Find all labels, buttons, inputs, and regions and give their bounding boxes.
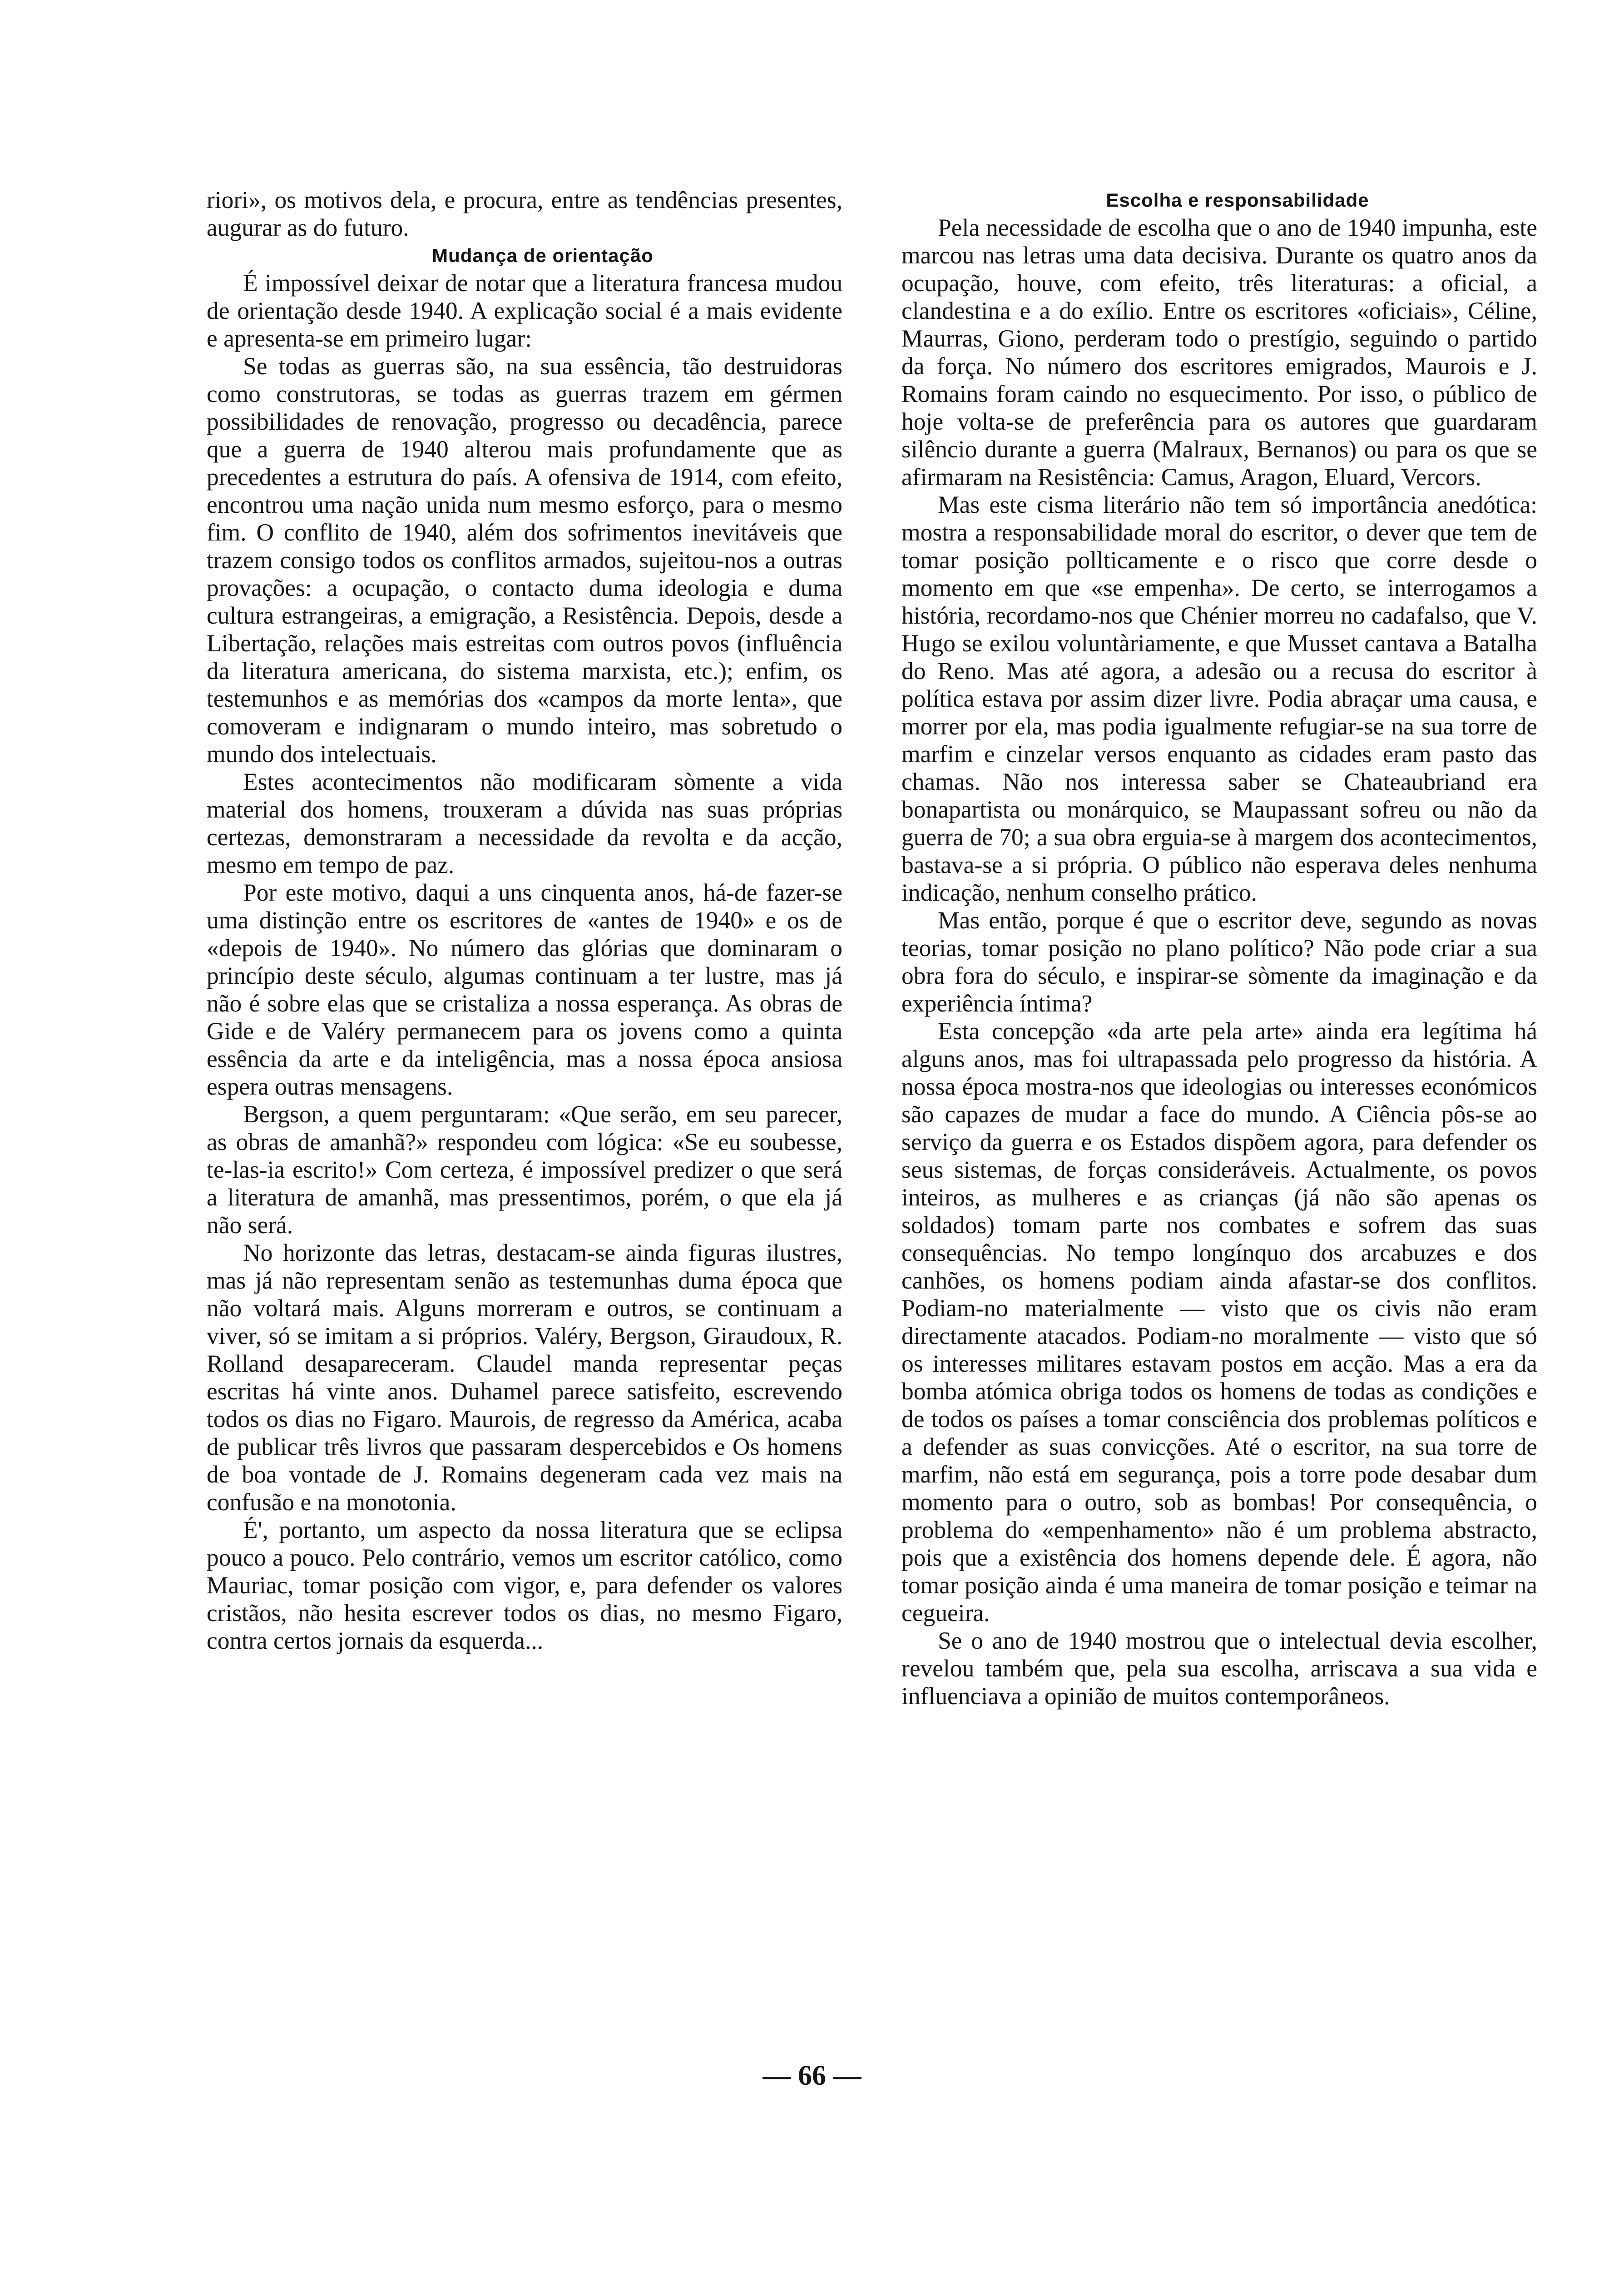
right-paragraph: Pela necessidade de escolha que o ano de 1940 impunha, este marcou nas letras uma data decisiva. Durante os quatro anos da ocupação, houve, com efeito, três literaturas: a oficial, a clandestina e a do exílio. Entre os escritores «oficiais», Céline, Maurras, Giono, perderam todo o prestígio, seguindo o partido da força. No número dos escritores emigrados, Maurois e J. Romains foram caindo no esquecimento. Por isso, o público de hoje volta-se de preferência para os autores que guardaram silêncio durante a guerra (Malraux, Bernanos) ou para os que se afirmaram na Resistência: Camus, Aragon, Eluard, Vercors. [901,214,1537,491]
left-paragraph: Estes acontecimentos não modificaram sòmente a vida material dos homens, trouxeram a dúvida nas suas próprias certezas, demonstraram a necessidade da revolta e da acção, mesmo em tempo de paz. [207,768,842,878]
section-heading-mudanca: Mudança de orientação [432,245,654,266]
left-paragraph: É', portanto, um aspecto da nossa literatura que se eclipsa pouco a pouco. Pelo contrário, vemos um escritor católico, como Mauriac, tomar posição com vigor, e, para defender os valores cristãos, não hesita escrever todos os dias, no mesmo Figaro, contra certos jornais da esquerda... [207,1516,842,1654]
left-paragraph: No horizonte das letras, destacam-se ainda figuras ilustres, mas já não representam senão as testemunhas duma época que não voltará mais. Alguns morreram e outros, se continuam a viver, só se imitam a si próprios. Valéry, Bergson, Giraudoux, R. Rolland desapareceram. Claudel manda representar peças escritas há vinte anos. Duhamel parece satisfeito, escrevendo todos os dias no Figaro. Maurois, de regresso da América, acaba de publicar três livros que passaram despercebidos e Os homens de boa vontade de J. Romains degeneram cada vez mais na confusão e na monotonia. [207,1239,842,1516]
right-paragraph: Se o ano de 1940 mostrou que o intelectual devia escolher, revelou também que, pela sua escolha, arriscava a sua vida e influenciava a opinião de muitos contemporâneos. [901,1627,1537,1710]
right-paragraph: Mas então, porque é que o escritor deve, segundo as novas teorias, tomar posição no plano político? Não pode criar a sua obra fora do século, e inspirar-se sòmente da imaginação e da experiência íntima? [901,907,1537,1017]
section-heading-escolha: Escolha e responsabilidade [1106,189,1369,211]
right-column [901,186,1537,1710]
left-paragraph: É impossível deixar de notar que a literatura francesa mudou de orientação desde 1940. A explicação social é a mais evidente e apresenta-se em primeiro lugar: [207,269,842,352]
right-paragraph: Mas este cisma literário não tem só importância anedótica: mostra a responsabilidade moral do escritor, o dever que tem de tomar posição pollticamente e o risco que corre desde o momento em que «se empenha». De certo, se interrogamos a história, recordamo-nos que Chénier morreu no cadafalso, que V. Hugo se exilou voluntàriamente, e que Musset cantava a Batalha do Reno. Mas até agora, a adesão ou a recusa do escritor à política estava por assim dizer livre. Podia abraçar uma causa, e morrer por ela, mas podia igualmente refugiar-se na sua torre de marfim e cinzelar versos enquanto as cidades eram pasto das chamas. Não nos interessa saber se Chateaubriand era bonapartista ou monárquico, se Maupassant sofreu ou não da guerra de 70; a sua obra erguia-se à margem dos acontecimentos, bastava-se a si própria. O público não esperava deles nenhuma indicação, nenhum conselho prático. [901,491,1537,906]
right-paragraph: Esta concepção «da arte pela arte» ainda era legítima há alguns anos, mas foi ultrapassada pelo progresso da história. A nossa época mostra-nos que ideologias ou interesses económicos são capazes de mudar a face do mundo. A Ciência pôs-se ao serviço da guerra e os Estados dispõem agora, para defender os seus sistemas, de forças consideráveis. Actualmente, os povos inteiros, as mulheres e as crianças (já não são apenas os soldados) tomam parte nos combates e sofrem das suas consequências. No tempo longínquo dos arcabuzes e dos canhões, os homens podiam ainda afastar-se dos conflitos. Podiam-no materialmente — visto que os civis não eram directamente atacados. Podiam-no moralmente — visto que só os interesses militares estavam postos em acção. Mas a era da bomba atómica obriga todos os homens de todas as condições e de todos os países a tomar consciência dos problemas políticos e a defender as suas convicções. Até o escritor, na sua torre de marfim, não está em segurança, pois a torre pode desabar dum momento para o outro, sob as bombas! Por consequência, o problema do «empenhamento» não é um problema abstracto, pois que a existência dos homens depende dele. É agora, não tomar posição ainda é uma maneira de tomar posição e teimar na cegueira. [901,1017,1537,1626]
left-paragraph: Bergson, a quem perguntaram: «Que serão, em seu parecer, as obras de amanhã?» respondeu com lógica: «Se eu soubesse, te-las-ia escrito!» Com certeza, é impossível predizer o que será a literatura de amanhã, mas pressentimos, porém, o que ela já não será. [207,1101,842,1239]
page-number: — 66 — [762,2060,862,2091]
left-paragraph: Se todas as guerras são, na sua essência, tão destruidoras como construtoras, se todas as guerras trazem em gérmen possibilidades de renovação, progresso ou decadência, parece que a guerra de 1940 alterou mais profundamente que as precedentes a estrutura do país. A ofensiva de 1914, com efeito, encontrou uma nação unida num mesmo esforço, para o mesmo fim. O conflito de 1940, além dos sofrimentos inevitáveis que trazem consigo todos os conflitos armados, sujeitou-nos a outras provações: a ocupação, o contacto duma ideologia e duma cultura estrangeiras, a emigração, a Resistência. Depois, desde a Libertação, relações mais estreitas com outros povos (influência da literatura americana, do sistema marxista, etc.); enfim, os testemunhos e as memórias dos «campos da morte lenta», que comoveram e indignaram o mundo inteiro, mas sobretudo o mundo dos intelectuais. [207,352,842,768]
left-opening-text: riori», os motivos dela, e procura, entre as tendências presentes, augurar as do futuro. [207,186,842,241]
left-column [207,186,842,1655]
left-paragraph: Por este motivo, daqui a uns cinquenta anos, há-de fazer-se uma distinção entre os escritores de «antes de 1940» e os de «depois de 1940». No número das glórias que dominaram o princípio deste século, algumas continuam a ter lustre, mas já não é sobre elas que se cristaliza a nossa esperança. As obras de Gide e de Valéry permanecem para os jovens como a quinta essência da arte e da inteligência, mas a nossa época ansiosa espera outras mensagens. [207,879,842,1100]
